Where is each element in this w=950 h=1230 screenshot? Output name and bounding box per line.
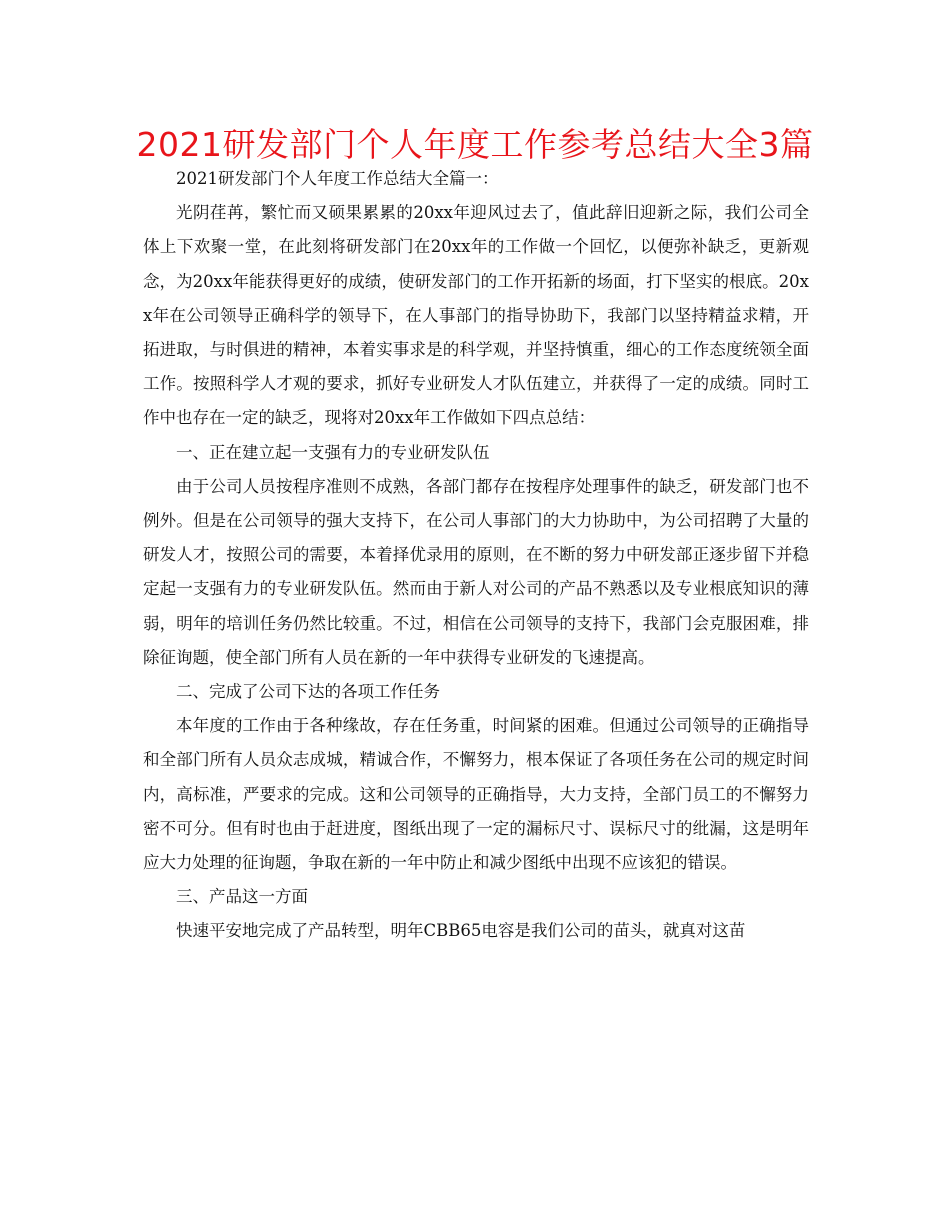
paragraph-tasks: 本年度的工作由于各种缘故，存在任务重，时间紧的困难。但通过公司领导的正确指导和全部门所有人员众志成城，精诚合作，不懈努力，根本保证了各项任务在公司的规定时间内，高标准，严要求的完成。这和公司领导的正确指导，大力支持，全部门员工的不懈努力密不可分。但有时也由于赶进度，图纸出现了一定的漏标尺寸、误标尺寸的纰漏，这是明年应大力处理的征询题，争取在新的一年中防止和减少图纸中出现不应该犯的错误。	[143, 716, 809, 873]
paragraph-heading-three: 三、产品这一方面	[176, 887, 308, 907]
document-body	[143, 162, 809, 949]
paragraph-team: 由于公司人员按程序准则不成熟，各部门都存在按程序处理事件的缺乏，研发部门也不例外。但是在公司领导的强大支持下，在公司人事部门的大力协助中，为公司招聘了大量的研发人才，按照公司的需要，本着择优录用的原则，在不断的努力中研发部正逐步留下并稳定起一支强有力的专业研发队伍。然而由于新人对公司的产品不熟悉以及专业根底知识的薄弱，明年的培训任务仍然比较重。不过，相信在公司领导的支持下，我部门会克服困难，排除征询题，使全部门所有人员在新的一年中获得专业研发的飞速提高。	[143, 476, 809, 667]
paragraph-section-heading: 2021研发部门个人年度工作总结大全篇一：	[176, 169, 499, 188]
paragraph-product: 快速平安地完成了产品转型，明年CBB65电容是我们公司的苗头，就真对这苗	[176, 921, 746, 941]
document-title: 2021研发部门个人年度工作参考总结大全3篇	[136, 125, 814, 164]
paragraph-heading-two: 二、完成了公司下达的各项工作任务	[176, 682, 440, 702]
paragraph-heading-one: 一、正在建立起一支强有力的专业研发队伍	[176, 442, 490, 462]
paragraph-intro: 光阴荏苒，繁忙而又硕果累累的20xx年迎风过去了，值此辞旧迎新之际，我们公司全体上下欢聚一堂，在此刻将研发部门在20xx年的工作做一个回忆，以便弥补缺乏，更新观念，为20xx年能获得更好的成绩，使研发部门的工作开拓新的场面，打下坚实的根底。20xx年在公司领导正确科学的领导下，在人事部门的指导协助下，我部门以坚持精益求精，开拓进取，与时俱进的精神，本着实事求是的科学观，并坚持慎重，细心的工作态度统领全面工作。按照科学人才观的要求，抓好专业研发人才队伍建立，并获得了一定的成绩。同时工作中也存在一定的缺乏，现将对20xx年工作做如下四点总结：	[143, 203, 809, 428]
